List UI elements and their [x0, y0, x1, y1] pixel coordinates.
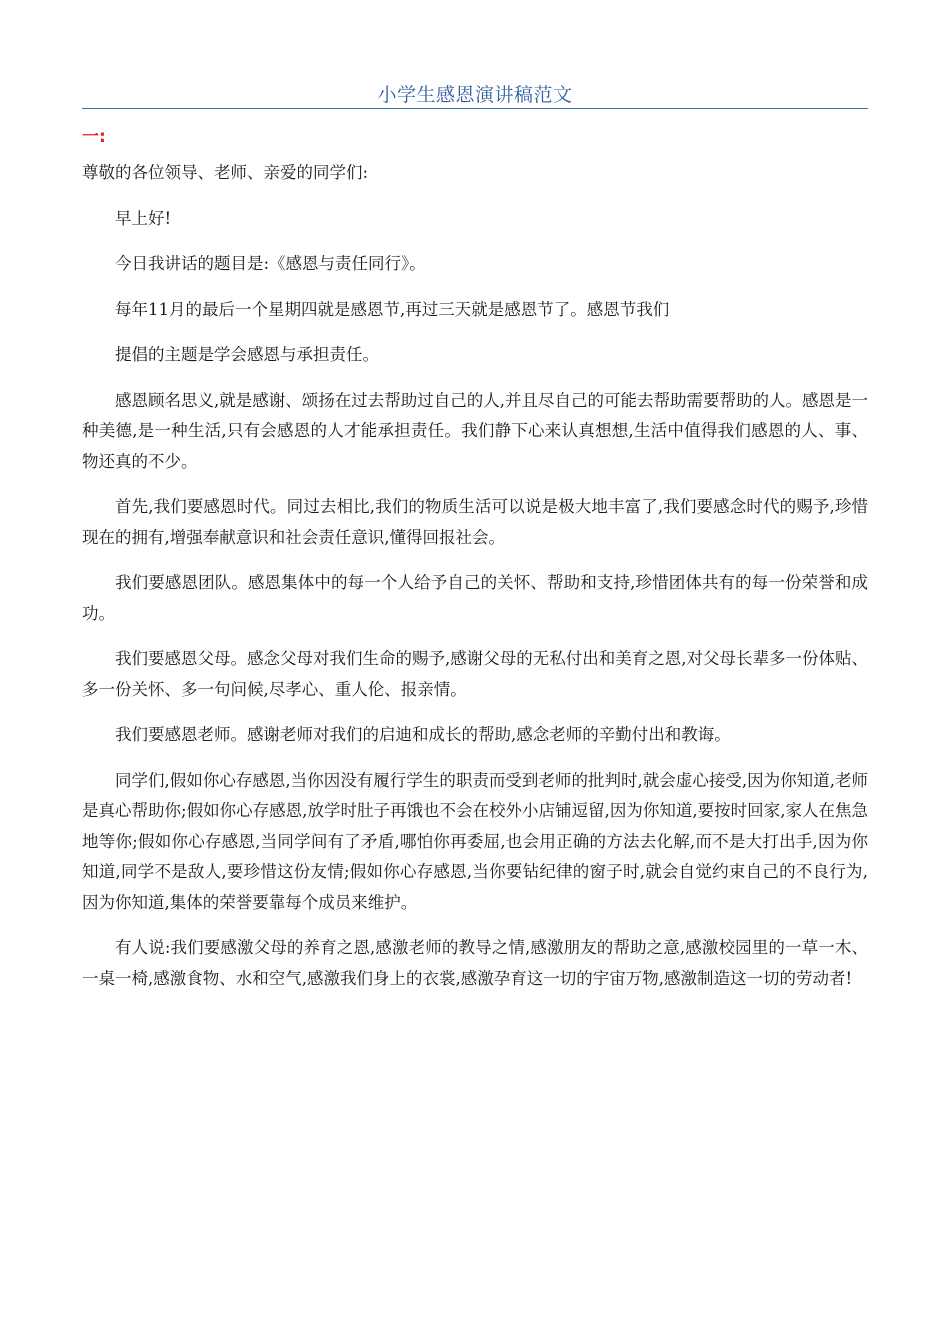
page-header: [82, 82, 868, 109]
paragraph: 首先,我们要感恩时代。同过去相比,我们的物质生活可以说是极大地丰富了,我们要感念时代的赐予,珍惜现在的拥有,增强奉献意识和社会责任意识,懂得回报社会。: [82, 497, 868, 547]
paragraph: 我们要感恩老师。感谢老师对我们的启迪和成长的帮助,感念老师的辛勤付出和教诲。: [115, 725, 731, 744]
paragraph: 同学们,假如你心存感恩,当你因没有履行学生的职责而受到老师的批判时,就会虚心接受,因为你知道,老师是真心帮助你;假如你心存感恩,放学时肚子再饿也不会在校外小店铺逗留,因为你知道,要按时回家,家人在焦急地等你;假如你心存感恩,当同学间有了矛盾,哪怕你再委屈,也会用正确的方法去化解,而不是大打出手,因为你知道,同学不是敌人,要珍惜这份友情;假如你心存感恩,当你要钻纪律的窗子时,就会自觉约束自己的不良行为,因为你知道,集体的荣誉要靠每个成员来维护。: [82, 770, 868, 912]
paragraph: 我们要感恩父母。感念父母对我们生命的赐予,感谢父母的无私付出和美育之恩,对父母长辈多一份体贴、多一份关怀、多一句问候,尽孝心、重人伦、报亲情。: [82, 649, 868, 699]
paragraph: 我们要感恩团队。感恩集体中的每一个人给予自己的关怀、帮助和支持,珍惜团体共有的每一份荣誉和成功。: [82, 573, 868, 623]
document-body: [82, 158, 868, 1009]
section-number: 一:: [82, 127, 106, 147]
paragraph: 每年11月的最后一个星期四就是感恩节,再过三天就是感恩节了。感恩节我们: [115, 299, 670, 319]
paragraph: 今日我讲话的题目是:《感恩与责任同行》。: [115, 254, 426, 273]
paragraph: 有人说:我们要感激父母的养育之恩,感激老师的教导之情,感激朋友的帮助之意,感激校园里的一草一木、一桌一椅,感激食物、水和空气,感激我们身上的衣裳,感激孕育这一切的宇宙万物,感激制造这一切的劳动者!: [82, 938, 868, 988]
page-title: 小学生感恩演讲稿范文: [377, 84, 573, 106]
paragraph: 提倡的主题是学会感恩与承担责任。: [115, 345, 379, 364]
paragraph: 早上好!: [115, 208, 172, 228]
paragraph: 感恩顾名思义,就是感谢、颂扬在过去帮助过自己的人,并且尽自己的可能去帮助需要帮助的人。感恩是一种美德,是一种生活,只有会感恩的人才能承担责任。我们静下心来认真想想,生活中值得我们感恩的人、事、物还真的不少。: [82, 390, 868, 471]
salutation: 尊敬的各位领导、老师、亲爱的同学们:: [82, 163, 369, 182]
